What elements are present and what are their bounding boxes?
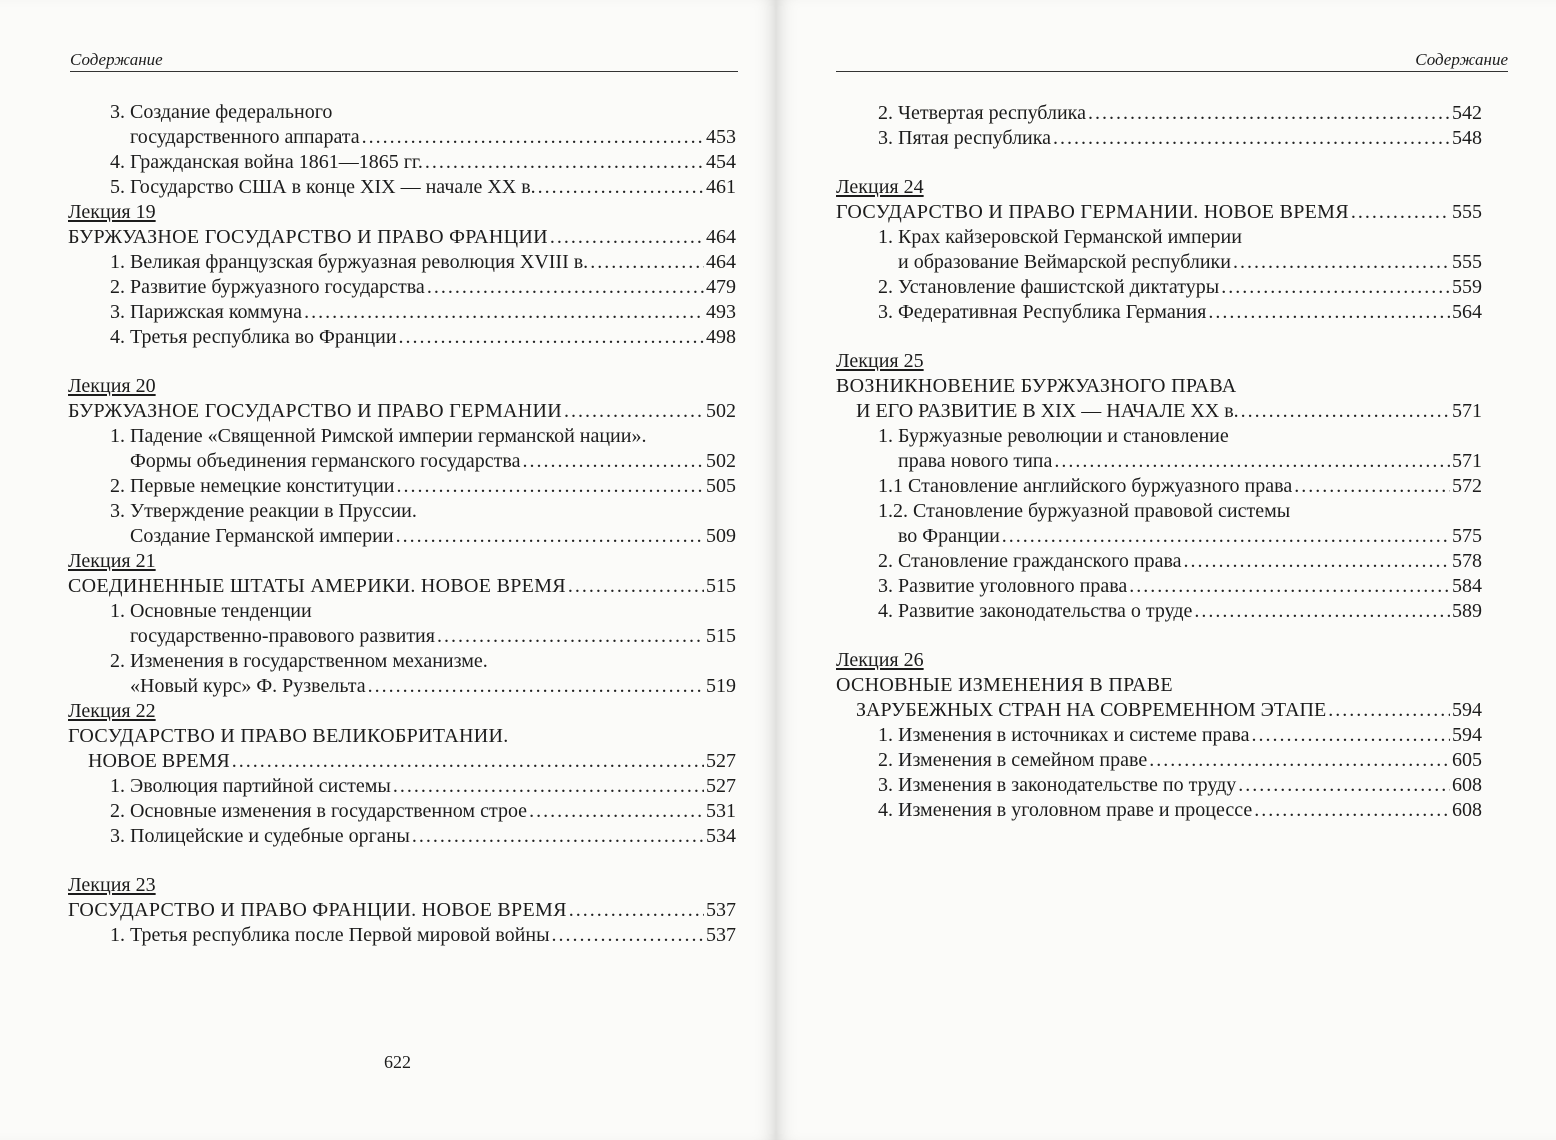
entry-title: государственно-правового развития (130, 625, 435, 647)
toc-entry (836, 599, 1482, 624)
entry-title: СОЕДИНЕННЫЕ ШТАТЫ АМЕРИКИ. НОВОЕ ВРЕМЯ (68, 575, 566, 597)
entry-title: 2. Четвертая республика (878, 102, 1086, 124)
toc-entry (836, 574, 1482, 599)
dot-leader (1233, 250, 1450, 275)
entry-title: 1. Крах кайзеровской Германской империи (878, 226, 1242, 248)
dot-leader (529, 799, 704, 824)
dot-leader (304, 300, 704, 325)
lecture-heading (68, 200, 736, 225)
toc-entry (68, 275, 736, 300)
entry-title: 2. Изменения в государственном механизме. (110, 650, 488, 672)
entry-title: 1. Изменения в источниках и системе права (878, 724, 1250, 746)
entry-page-number: 502 (706, 400, 736, 422)
entry-page-number: 608 (1452, 774, 1482, 796)
entry-title: ГОСУДАРСТВО И ПРАВО ВЕЛИКОБРИТАНИИ. (68, 725, 509, 747)
dot-leader (1208, 300, 1450, 325)
toc-entry (68, 824, 736, 849)
table-of-contents-right (836, 101, 1482, 823)
entry-page-number: 453 (706, 126, 736, 148)
entry-title: 1. Буржуазные революции и становление (878, 425, 1229, 447)
entry-title: 1. Падение «Священной Римской империи германской нации». (110, 425, 647, 447)
entry-title: Формы объединения германского государства (130, 450, 521, 472)
entry-title: НОВОЕ ВРЕМЯ (88, 750, 230, 772)
chapter-title-row (68, 898, 736, 923)
toc-entry (68, 599, 736, 624)
entry-page-number: 479 (706, 276, 736, 298)
toc-entry (836, 798, 1482, 823)
dot-leader (1002, 524, 1450, 549)
entry-title: 2. Изменения в семейном праве (878, 749, 1148, 771)
entry-title: 2. Развитие буржуазного государства (110, 276, 425, 298)
dot-leader (397, 474, 704, 499)
toc-entry (68, 923, 736, 948)
toc-entry (68, 474, 736, 499)
dot-leader (425, 150, 704, 175)
entry-title: 3. Полицейские и судебные органы (110, 825, 410, 847)
entry-title: 3. Федеративная Республика Германия (878, 301, 1207, 323)
toc-entry (836, 773, 1482, 798)
right-page (776, 0, 1556, 1140)
dot-leader (399, 325, 704, 350)
lecture-label: Лекция 24 (836, 176, 924, 198)
dot-leader (427, 275, 704, 300)
lecture-heading (68, 374, 736, 399)
toc-entry (68, 499, 736, 524)
entry-title: ОСНОВНЫЕ ИЗМЕНЕНИЯ В ПРАВЕ (836, 674, 1173, 696)
running-head-left: Содержание (70, 50, 738, 72)
toc-entry (68, 175, 736, 200)
entry-title: 2. Установление фашистской диктатуры (878, 276, 1220, 298)
dot-leader (1149, 748, 1450, 773)
entry-title: 1. Третья республика после Первой мировой войны (110, 924, 550, 946)
entry-page-number: 575 (1452, 525, 1482, 547)
lecture-heading (836, 175, 1482, 200)
lecture-label: Лекция 26 (836, 649, 924, 671)
chapter-title-row (836, 374, 1482, 399)
section-gap (68, 350, 736, 374)
section-gap (836, 325, 1482, 349)
entry-title: 1.2. Становление буржуазной правовой системы (878, 500, 1291, 522)
entry-page-number: 548 (1452, 127, 1482, 149)
entry-title: 3. Пятая республика (878, 127, 1052, 149)
entry-page-number: 515 (706, 625, 736, 647)
entry-page-number: 559 (1452, 276, 1482, 298)
dot-leader (522, 449, 704, 474)
entry-page-number: 454 (706, 151, 736, 173)
lecture-heading (68, 549, 736, 574)
dot-leader (552, 923, 704, 948)
entry-page-number: 509 (706, 525, 736, 547)
toc-entry (836, 250, 1482, 275)
entry-page-number: 464 (706, 226, 736, 248)
entry-page-number: 608 (1452, 799, 1482, 821)
dot-leader (1194, 599, 1450, 624)
entry-page-number: 571 (1452, 450, 1482, 472)
entry-title: 2. Становление гражданского права (878, 550, 1182, 572)
toc-entry (836, 549, 1482, 574)
chapter-title-row (68, 724, 736, 749)
toc-entry (836, 275, 1482, 300)
entry-page-number: 498 (706, 326, 736, 348)
toc-entry (68, 799, 736, 824)
entry-title: ГОСУДАРСТВО И ПРАВО ГЕРМАНИИ. НОВОЕ ВРЕМЯ (836, 201, 1349, 223)
entry-title: И ЕГО РАЗВИТИЕ В XIX — НАЧАЛЕ XX в. (856, 400, 1239, 422)
dot-leader (1053, 126, 1450, 151)
entry-title: БУРЖУАЗНОЕ ГОСУДАРСТВО И ПРАВО ФРАНЦИИ (68, 226, 548, 248)
entry-title: «Новый курс» Ф. Рузвельта (130, 675, 366, 697)
entry-page-number: 578 (1452, 550, 1482, 572)
entry-page-number: 519 (706, 675, 736, 697)
toc-entry (836, 723, 1482, 748)
toc-entry (836, 101, 1482, 126)
lecture-heading (836, 648, 1482, 673)
dot-leader (1054, 449, 1450, 474)
lecture-label: Лекция 21 (68, 550, 156, 572)
entry-title: во Франции (898, 525, 1000, 547)
entry-title: 4. Развитие законодательства о труде (878, 600, 1193, 622)
toc-entry (68, 649, 736, 674)
dot-leader (1294, 474, 1450, 499)
dot-leader (362, 125, 704, 150)
entry-page-number: 584 (1452, 575, 1482, 597)
toc-entry (68, 125, 736, 150)
entry-title: 1. Великая французская буржуазная революция XVIII в. (110, 251, 589, 273)
section-gap (68, 849, 736, 873)
entry-page-number: 505 (706, 475, 736, 497)
entry-page-number: 571 (1452, 400, 1482, 422)
toc-entry (836, 424, 1482, 449)
lecture-label: Лекция 22 (68, 700, 156, 722)
toc-entry (68, 624, 736, 649)
toc-entry (836, 225, 1482, 250)
dot-leader (1129, 574, 1450, 599)
entry-title: 1. Эволюция партийной системы (110, 775, 391, 797)
dot-leader (1221, 275, 1450, 300)
entry-title: 2. Основные изменения в государственном строе (110, 800, 528, 822)
lecture-label: Лекция 19 (68, 201, 156, 223)
entry-page-number: 527 (706, 750, 736, 772)
page-number: 622 (384, 1052, 411, 1072)
entry-title: и образование Веймарской республики (898, 251, 1231, 273)
entry-page-number: 534 (706, 825, 736, 847)
dot-leader (1328, 698, 1450, 723)
toc-entry (68, 449, 736, 474)
toc-entry (836, 748, 1482, 773)
entry-title: государственного аппарата (130, 126, 360, 148)
lecture-label: Лекция 25 (836, 350, 924, 372)
left-page (0, 0, 776, 1140)
toc-entry (68, 150, 736, 175)
dot-leader (393, 774, 704, 799)
lecture-label: Лекция 23 (68, 874, 156, 896)
entry-title: 4. Гражданская война 1861—1865 гг. (110, 151, 423, 173)
toc-entry (68, 100, 736, 125)
toc-entry (836, 300, 1482, 325)
section-gap (836, 151, 1482, 175)
entry-title: 3. Создание федерального (110, 101, 333, 123)
toc-entry (68, 524, 736, 549)
dot-leader (1088, 101, 1450, 126)
entry-title: 3. Утверждение реакции в Пруссии. (110, 500, 417, 522)
dot-leader (1184, 549, 1450, 574)
chapter-title-row (836, 673, 1482, 698)
toc-entry (836, 126, 1482, 151)
entry-title: 3. Изменения в законодательстве по труду (878, 774, 1237, 796)
dot-leader (412, 824, 704, 849)
entry-title: 5. Государство США в конце XIX — начале XX в. (110, 176, 536, 198)
toc-entry (836, 524, 1482, 549)
entry-page-number: 555 (1452, 201, 1482, 223)
entry-page-number: 555 (1452, 251, 1482, 273)
entry-page-number: 464 (706, 251, 736, 273)
dot-leader (538, 175, 704, 200)
dot-leader (569, 898, 704, 923)
toc-entry (836, 449, 1482, 474)
entry-page-number: 527 (706, 775, 736, 797)
dot-leader (1351, 200, 1450, 225)
entry-page-number: 502 (706, 450, 736, 472)
chapter-title-row (68, 399, 736, 424)
toc-entry (68, 250, 736, 275)
chapter-title-row (836, 200, 1482, 225)
lecture-heading (836, 349, 1482, 374)
table-of-contents-left (68, 100, 736, 948)
dot-leader (1238, 773, 1450, 798)
entry-title: 3. Развитие уголовного права (878, 575, 1128, 597)
entry-title: ВОЗНИКНОВЕНИЕ БУРЖУАЗНОГО ПРАВА (836, 375, 1237, 397)
lecture-heading (68, 873, 736, 898)
dot-leader (368, 674, 704, 699)
toc-entry (68, 674, 736, 699)
dot-leader (437, 624, 704, 649)
entry-title: 4. Изменения в уголовном праве и процессе (878, 799, 1253, 821)
dot-leader (1251, 723, 1450, 748)
entry-page-number: 531 (706, 800, 736, 822)
entry-title: права нового типа (898, 450, 1053, 472)
entry-title: БУРЖУАЗНОЕ ГОСУДАРСТВО И ПРАВО ГЕРМАНИИ (68, 400, 563, 422)
entry-title: 1.1 Становление английского буржуазного права (878, 475, 1293, 497)
entry-page-number: 537 (706, 924, 736, 946)
entry-page-number: 605 (1452, 749, 1482, 771)
entry-title: 4. Третья республика во Франции (110, 326, 397, 348)
entry-page-number: 493 (706, 301, 736, 323)
entry-page-number: 589 (1452, 600, 1482, 622)
entry-page-number: 542 (1452, 102, 1482, 124)
entry-page-number: 461 (706, 176, 736, 198)
entry-title: ЗАРУБЕЖНЫХ СТРАН НА СОВРЕМЕННОМ ЭТАПЕ (856, 699, 1327, 721)
dot-leader (590, 250, 704, 275)
toc-entry (836, 698, 1482, 723)
dot-leader (1254, 798, 1450, 823)
dot-leader (232, 749, 704, 774)
entry-title: ГОСУДАРСТВО И ПРАВО ФРАНЦИИ. НОВОЕ ВРЕМЯ (68, 899, 567, 921)
chapter-title-row (68, 225, 736, 250)
toc-entry (68, 325, 736, 350)
toc-entry (68, 774, 736, 799)
entry-title: 1. Основные тенденции (110, 600, 312, 622)
toc-entry (836, 474, 1482, 499)
dot-leader (396, 524, 704, 549)
toc-entry (836, 399, 1482, 424)
entry-page-number: 572 (1452, 475, 1482, 497)
dot-leader (550, 225, 704, 250)
toc-entry (68, 424, 736, 449)
entry-page-number: 594 (1452, 724, 1482, 746)
dot-leader (568, 574, 704, 599)
section-gap (836, 624, 1482, 648)
running-head-right: Содержание (836, 50, 1508, 72)
toc-entry (68, 300, 736, 325)
entry-title: 3. Парижская коммуна (110, 301, 303, 323)
entry-title: Создание Германской империи (130, 525, 394, 547)
entry-page-number: 594 (1452, 699, 1482, 721)
entry-page-number: 537 (706, 899, 736, 921)
dot-leader (564, 399, 704, 424)
entry-page-number: 515 (706, 575, 736, 597)
entry-page-number: 564 (1452, 301, 1482, 323)
dot-leader (1241, 399, 1450, 424)
toc-entry (836, 499, 1482, 524)
lecture-heading (68, 699, 736, 724)
lecture-label: Лекция 20 (68, 375, 156, 397)
entry-title: 2. Первые немецкие конституции (110, 475, 395, 497)
chapter-title-row (68, 574, 736, 599)
toc-entry (68, 749, 736, 774)
